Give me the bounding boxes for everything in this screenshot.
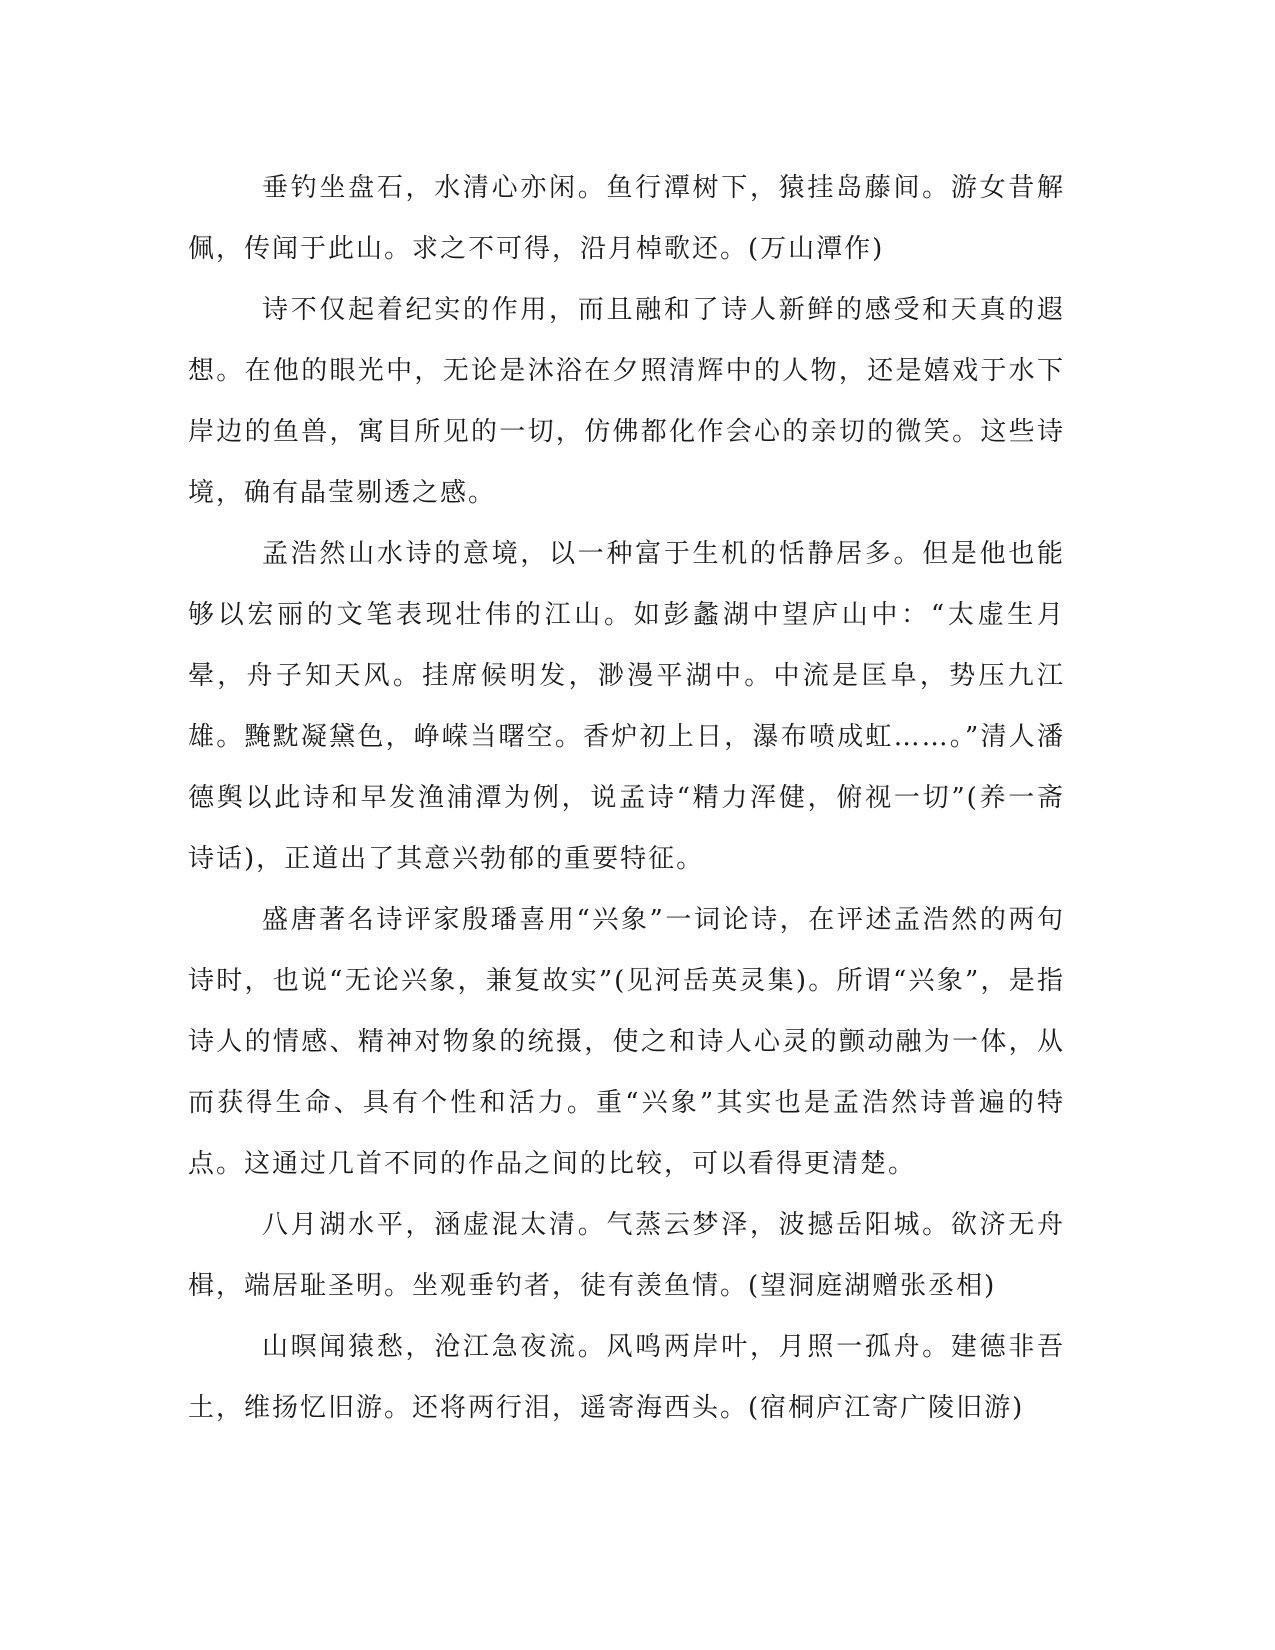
paragraph-commentary-documentary: 诗不仅起着纪实的作用，而且融和了诗人新鲜的感受和天真的遐想。在他的眼光中，无论是沐浴在夕照清辉中的人物，还是嬉戏于水下岸边的鱼兽，寓目所见的一切，仿佛都化作会心的亲切的微笑。这些诗境，确有晶莹剔透之感。 (188, 295, 1065, 508)
paragraph-poem-tonglu: 山暝闻猿愁，沧江急夜流。风鸣两岸叶，月照一孤舟。建德非吾土，维扬忆旧游。还将两行泪，遥寄海西头。(宿桐庐江寄广陵旧游) (188, 1332, 1065, 1423)
paragraph-poem-dongting: 八月湖水平，涵虚混太清。气蒸云梦泽，波撼岳阳城。欲济无舟楫，端居耻圣明。坐观垂钓者，徒有羡鱼情。(望洞庭湖赠张丞相) (188, 1210, 1065, 1301)
paragraph-landscape-poetry: 孟浩然山水诗的意境，以一种富于生机的恬静居多。但是他也能够以宏丽的文笔表现壮伟的江山。如彭蠡湖中望庐山中：“太虚生月晕，舟子知天风。挂席候明发，渺漫平湖中。中流是匡阜，势压九江雄。黤黕凝黛色，峥嵘当曙空。香炉初上日，瀑布喷成虹……。”清人潘德舆以此诗和早发渔浦潭为例，说孟诗“精力浑健，俯视一切”(养一斋诗话)，正道出了其意兴勃郁的重要特征。 (188, 539, 1065, 874)
paragraph-xingxiang: 盛唐著名诗评家殷璠喜用“兴象”一词论诗，在评述孟浩然的两句诗时，也说“无论兴象，兼复故实”(见河岳英灵集)。所谓“兴象”，是指诗人的情感、精神对物象的统摄，使之和诗人心灵的颤动融为一体，从而获得生命、具有个性和活力。重“兴象”其实也是孟浩然诗普遍的特点。这通过几首不同的作品之间的比较，可以看得更清楚。 (188, 905, 1065, 1179)
document-page (188, 158, 1065, 1439)
paragraph-poem-wanshantan: 垂钓坐盘石，水清心亦闲。鱼行潭树下，猿挂岛藤间。游女昔解佩，传闻于此山。求之不可得，沿月棹歌还。(万山潭作) (188, 173, 1065, 264)
